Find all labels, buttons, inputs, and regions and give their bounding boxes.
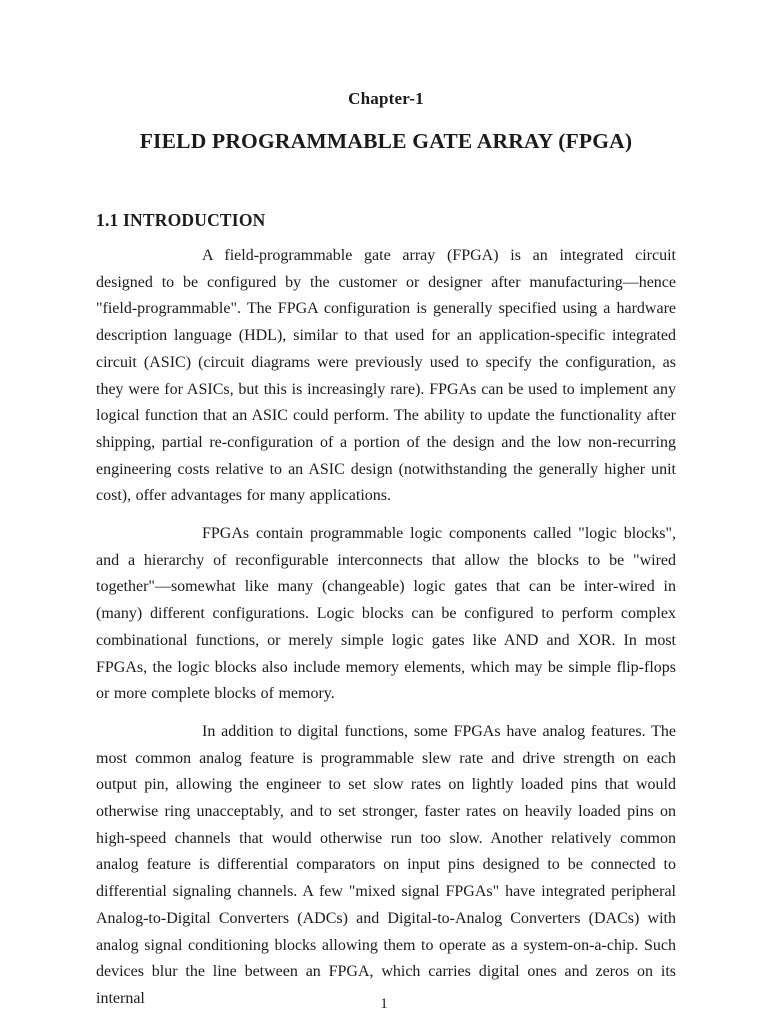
body-text — [96, 243, 676, 1013]
document-title: FIELD PROGRAMMABLE GATE ARRAY (FPGA) — [139, 129, 633, 153]
paragraph-intro-1: A field-programmable gate array (FPGA) is an integrated circuit designed to be configured by the customer or designer after manufacturing—hence "field-programmable". The FPGA configuration is generally specified using a hardware description language (HDL), similar to that used for an application-specific integrated circuit (ASIC) (circuit diagrams were previously used to specify the configuration, as they were for ASICs, but this is increasingly rare). FPGAs can be used to implement any logical function that an ASIC could perform. The ability to update the functionality after shipping, partial re-configuration of a portion of the design and the low non-recurring engineering costs relative to an ASIC design (notwithstanding the generally higher unit cost), offer advantages for many applications. — [96, 247, 676, 505]
paragraph-analog-features: In addition to digital functions, some FPGAs have analog features. The most common analog feature is programmable slew rate and drive strength on each output pin, allowing the engineer to set slow rates on lightly loaded pins that would otherwise ring unacceptably, and to set stronger, faster rates on heavily loaded pins on high-speed channels that would otherwise run too slow. Another relatively common analog feature is differential comparators on input pins designed to be connected to differential signaling channels. A few "mixed signal FPGAs" have integrated peripheral Analog-to-Digital Converters (ADCs) and Digital-to-Analog Converters (DACs) with analog signal conditioning blocks allowing them to operate as a system-on-a-chip. Such devices blur the line between an FPGA, which carries digital ones and zeros on its internal — [96, 722, 676, 1007]
section-heading: 1.1 INTRODUCTION — [96, 210, 266, 230]
paragraph-logic-blocks: FPGAs contain programmable logic components called "logic blocks", and a hierarchy of reconfigurable interconnects that allow the blocks to be "wired together"—somewhat like many (changeable) logic gates that can be inter-wired in (many) different configurations. Logic blocks can be configured to perform complex combinational functions, or merely simple logic gates like AND and XOR. In most FPGAs, the logic blocks also include memory elements, which may be simple flip-flops or more complete blocks of memory. — [96, 525, 676, 703]
page-number-footer: 1 — [380, 996, 388, 1012]
chapter-label: Chapter-1 — [348, 89, 424, 108]
